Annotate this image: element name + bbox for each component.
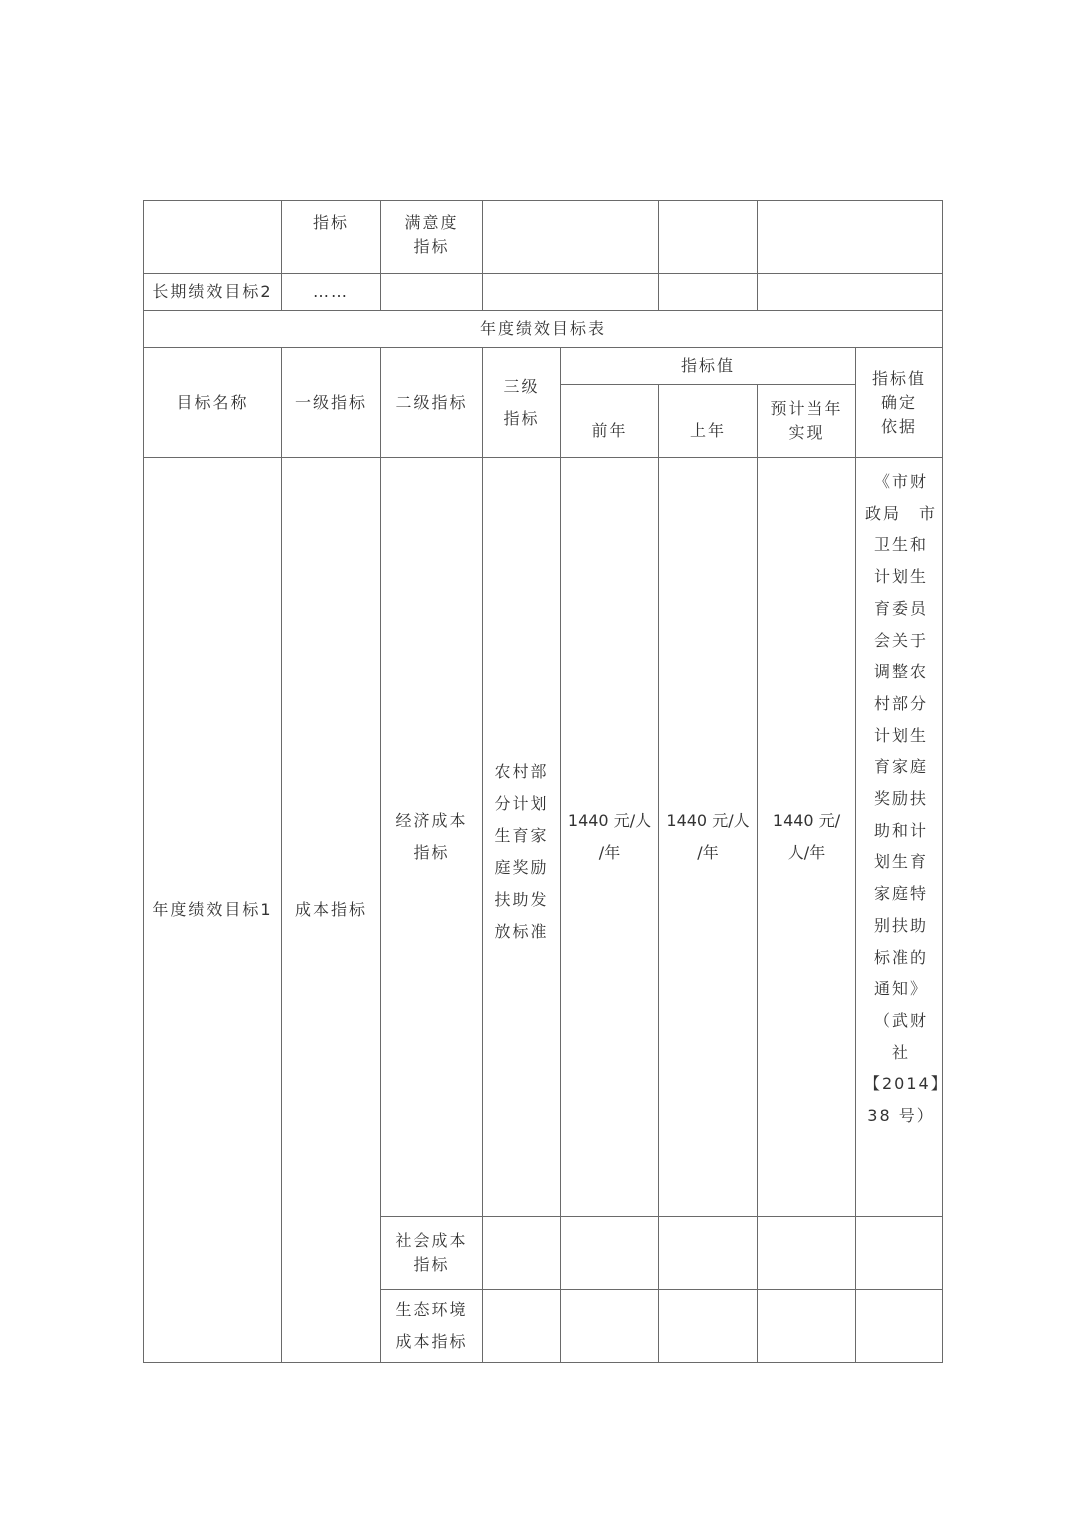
table-cell [659, 274, 758, 311]
level3-cell: 农村部 分计划 生育家 庭奖励 扶助发 放标准 [483, 458, 561, 1217]
table-cell [483, 1290, 561, 1363]
header-basis: 指标值 确定 依据 [856, 348, 943, 458]
basis-cell: 《市财 政局 市 卫生和 计划生 育委员 会关于 调整农 村部分 计划生 育家庭 奖励扶 助和计 划生育 家庭特 别扶助 标准的 通知》 （武财 社 【2014】 38 号） [856, 458, 943, 1217]
table-header-row [144, 348, 943, 385]
header-goal-name: 目标名称 [144, 348, 282, 458]
header-level1: 一级指标 [282, 348, 381, 458]
performance-table [143, 200, 949, 1363]
table-cell [856, 1290, 943, 1363]
table-cell [659, 201, 758, 274]
table-cell [856, 1217, 943, 1290]
table-cell [758, 1290, 856, 1363]
table-cell: 长期绩效目标2 [144, 274, 282, 311]
annual-table-title: 年度绩效目标表 [144, 311, 943, 348]
table-cell [144, 201, 282, 274]
table-cell [659, 1217, 758, 1290]
level2-cell: 社会成本 指标 [381, 1217, 483, 1290]
expected-value: 1440 元/ 人/年 [758, 458, 856, 1217]
header-level3: 三级 指标 [483, 348, 561, 458]
table-cell [561, 1217, 659, 1290]
level1-cell: 成本指标 [282, 458, 381, 1363]
table-cell [758, 274, 943, 311]
table-cell [483, 274, 659, 311]
prev-year-value: 1440 元/人 /年 [561, 458, 659, 1217]
table-cell: 指标 [282, 201, 381, 274]
table-cell: …… [282, 274, 381, 311]
last-year-value: 1440 元/人 /年 [659, 458, 758, 1217]
table-cell [483, 201, 659, 274]
header-value-group: 指标值 [561, 348, 856, 385]
header-level2: 二级指标 [381, 348, 483, 458]
table-cell [758, 1217, 856, 1290]
table-cell [561, 1290, 659, 1363]
level2-cell: 经济成本 指标 [381, 458, 483, 1217]
table-row [144, 201, 943, 274]
table-row [144, 458, 943, 1217]
goal-name-cell: 年度绩效目标1 [144, 458, 282, 1363]
level2-cell: 生态环境 成本指标 [381, 1290, 483, 1363]
table-cell [483, 1217, 561, 1290]
table-cell [758, 201, 943, 274]
header-last-year: 上年 [659, 385, 758, 458]
table-cell [381, 274, 483, 311]
table-row [144, 274, 943, 311]
table-cell [659, 1290, 758, 1363]
header-prev-year: 前年 [561, 385, 659, 458]
header-expected: 预计当年 实现 [758, 385, 856, 458]
table-cell: 满意度 指标 [381, 201, 483, 274]
table-row [144, 311, 943, 348]
